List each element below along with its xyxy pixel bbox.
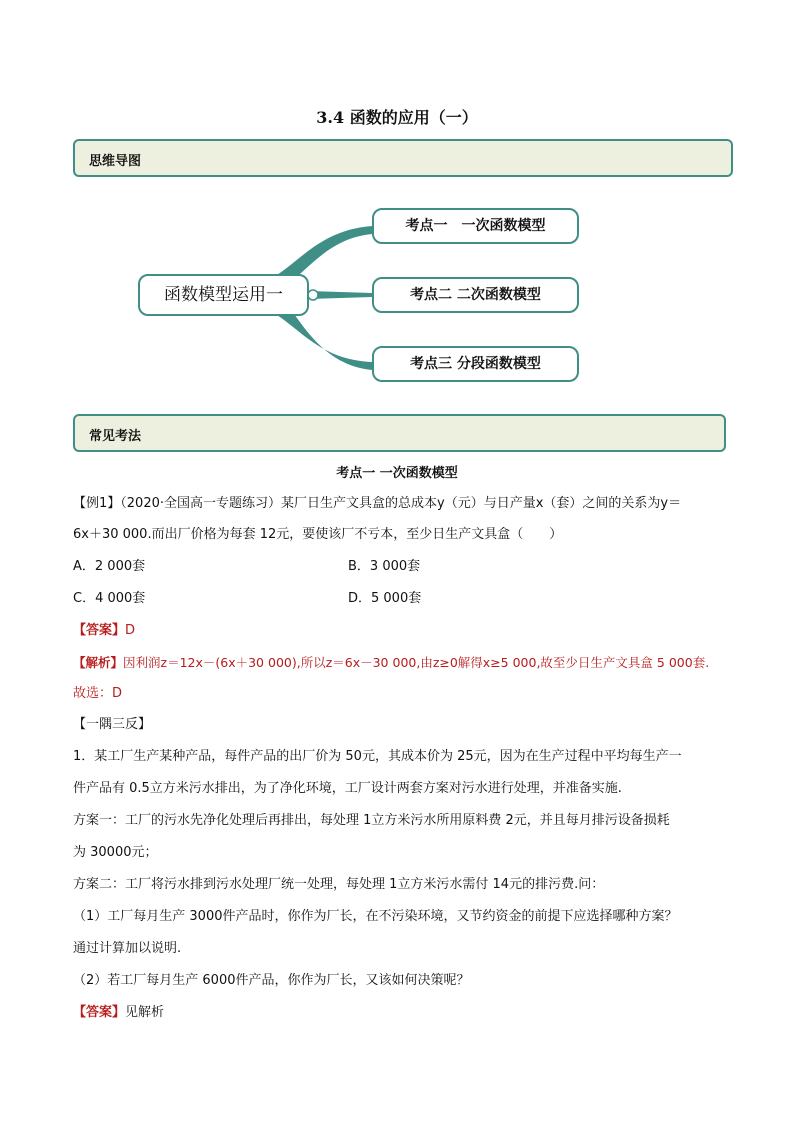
example-label: 【例1】 xyxy=(73,496,121,511)
answer-label: 【答案】 xyxy=(73,623,126,638)
practice-label: 【一隅三反】 xyxy=(73,717,152,732)
practice-line-3: 方案一：工厂的污水先净化处理后再排出，每处理 1立方米污水所用原料费 2元，并且每月排污设备损耗 xyxy=(73,813,670,828)
branch-bottom xyxy=(272,308,372,370)
practice-line-5: 方案二：工厂将污水排到污水处理厂统一处理，每处理 1立方米污水需付 14元的排污费.问： xyxy=(73,877,605,892)
answer-line xyxy=(73,621,135,641)
mindmap-root: 函数模型运用一 xyxy=(138,274,309,316)
topic-heading: 考点一 一次函数模型 xyxy=(336,466,458,481)
analysis-line xyxy=(73,653,709,673)
practice-line-2: 件产品有 0.5立方米污水排出，为了净化环境，工厂设计两套方案对污水进行处理，并准备实施. xyxy=(73,781,622,796)
practice-line-7: 通过计算加以说明. xyxy=(73,941,182,956)
branch-node-dot xyxy=(308,290,318,300)
choose-line: 故选：D xyxy=(73,686,123,701)
example-line-1 xyxy=(73,494,681,514)
practice-answer-value: 见解析 xyxy=(125,1005,165,1020)
answer-value: D xyxy=(125,623,136,638)
example-line-2: 6x＋30 000.而出厂价格为每套 12元，要使该厂不亏本，至少日生产文具盒（ ） xyxy=(73,527,563,542)
analysis-label: 【解析】 xyxy=(73,655,124,670)
practice-line-8: （2）若工厂每月生产 6000件产品，你作为厂长，又该如何决策呢？ xyxy=(73,973,470,988)
example-text-1: （2020·全国高一专题练习）某厂日生产文具盒的总成本y（元）与日产量x（套）之间的关系为y＝ xyxy=(120,496,682,511)
section-header-label: 思维导图 xyxy=(89,154,142,169)
practice-answer-label: 【答案】 xyxy=(73,1005,126,1020)
page-title: 3.4 函数的应用（一） xyxy=(316,108,478,127)
practice-answer-line xyxy=(73,1003,164,1023)
option-d: D．5 000套 xyxy=(348,591,422,606)
practice-line-1: 1．某工厂生产某种产品，每件产品的出厂价为 50元，其成本价为 25元，因为在生产过程中平均每生产一 xyxy=(73,749,682,764)
mindmap-leaf-2: 考点二 二次函数模型 xyxy=(372,277,579,313)
option-a: A．2 000套 xyxy=(73,559,146,574)
mindmap-leaf-3: 考点三 分段函数模型 xyxy=(372,346,579,382)
section-header-label: 常见考法 xyxy=(89,429,142,444)
practice-line-6: （1）工厂每月生产 3000件产品时，你作为厂长，在不污染环境，又节约资金的前提下应选择哪种方案？ xyxy=(73,909,678,924)
section-header-common xyxy=(73,414,726,452)
mindmap-leaf-1: 考点一 一次函数模型 xyxy=(372,208,579,244)
option-b: B．3 000套 xyxy=(348,559,421,574)
option-c: C．4 000套 xyxy=(73,591,146,606)
analysis-text: 因利润z＝12x－(6x＋30 000),所以z＝6x－30 000,由z≥0解得x≥5 000,故至少日生产文具盒 5 000套. xyxy=(123,655,710,670)
practice-line-4: 为 30000元； xyxy=(73,845,158,860)
